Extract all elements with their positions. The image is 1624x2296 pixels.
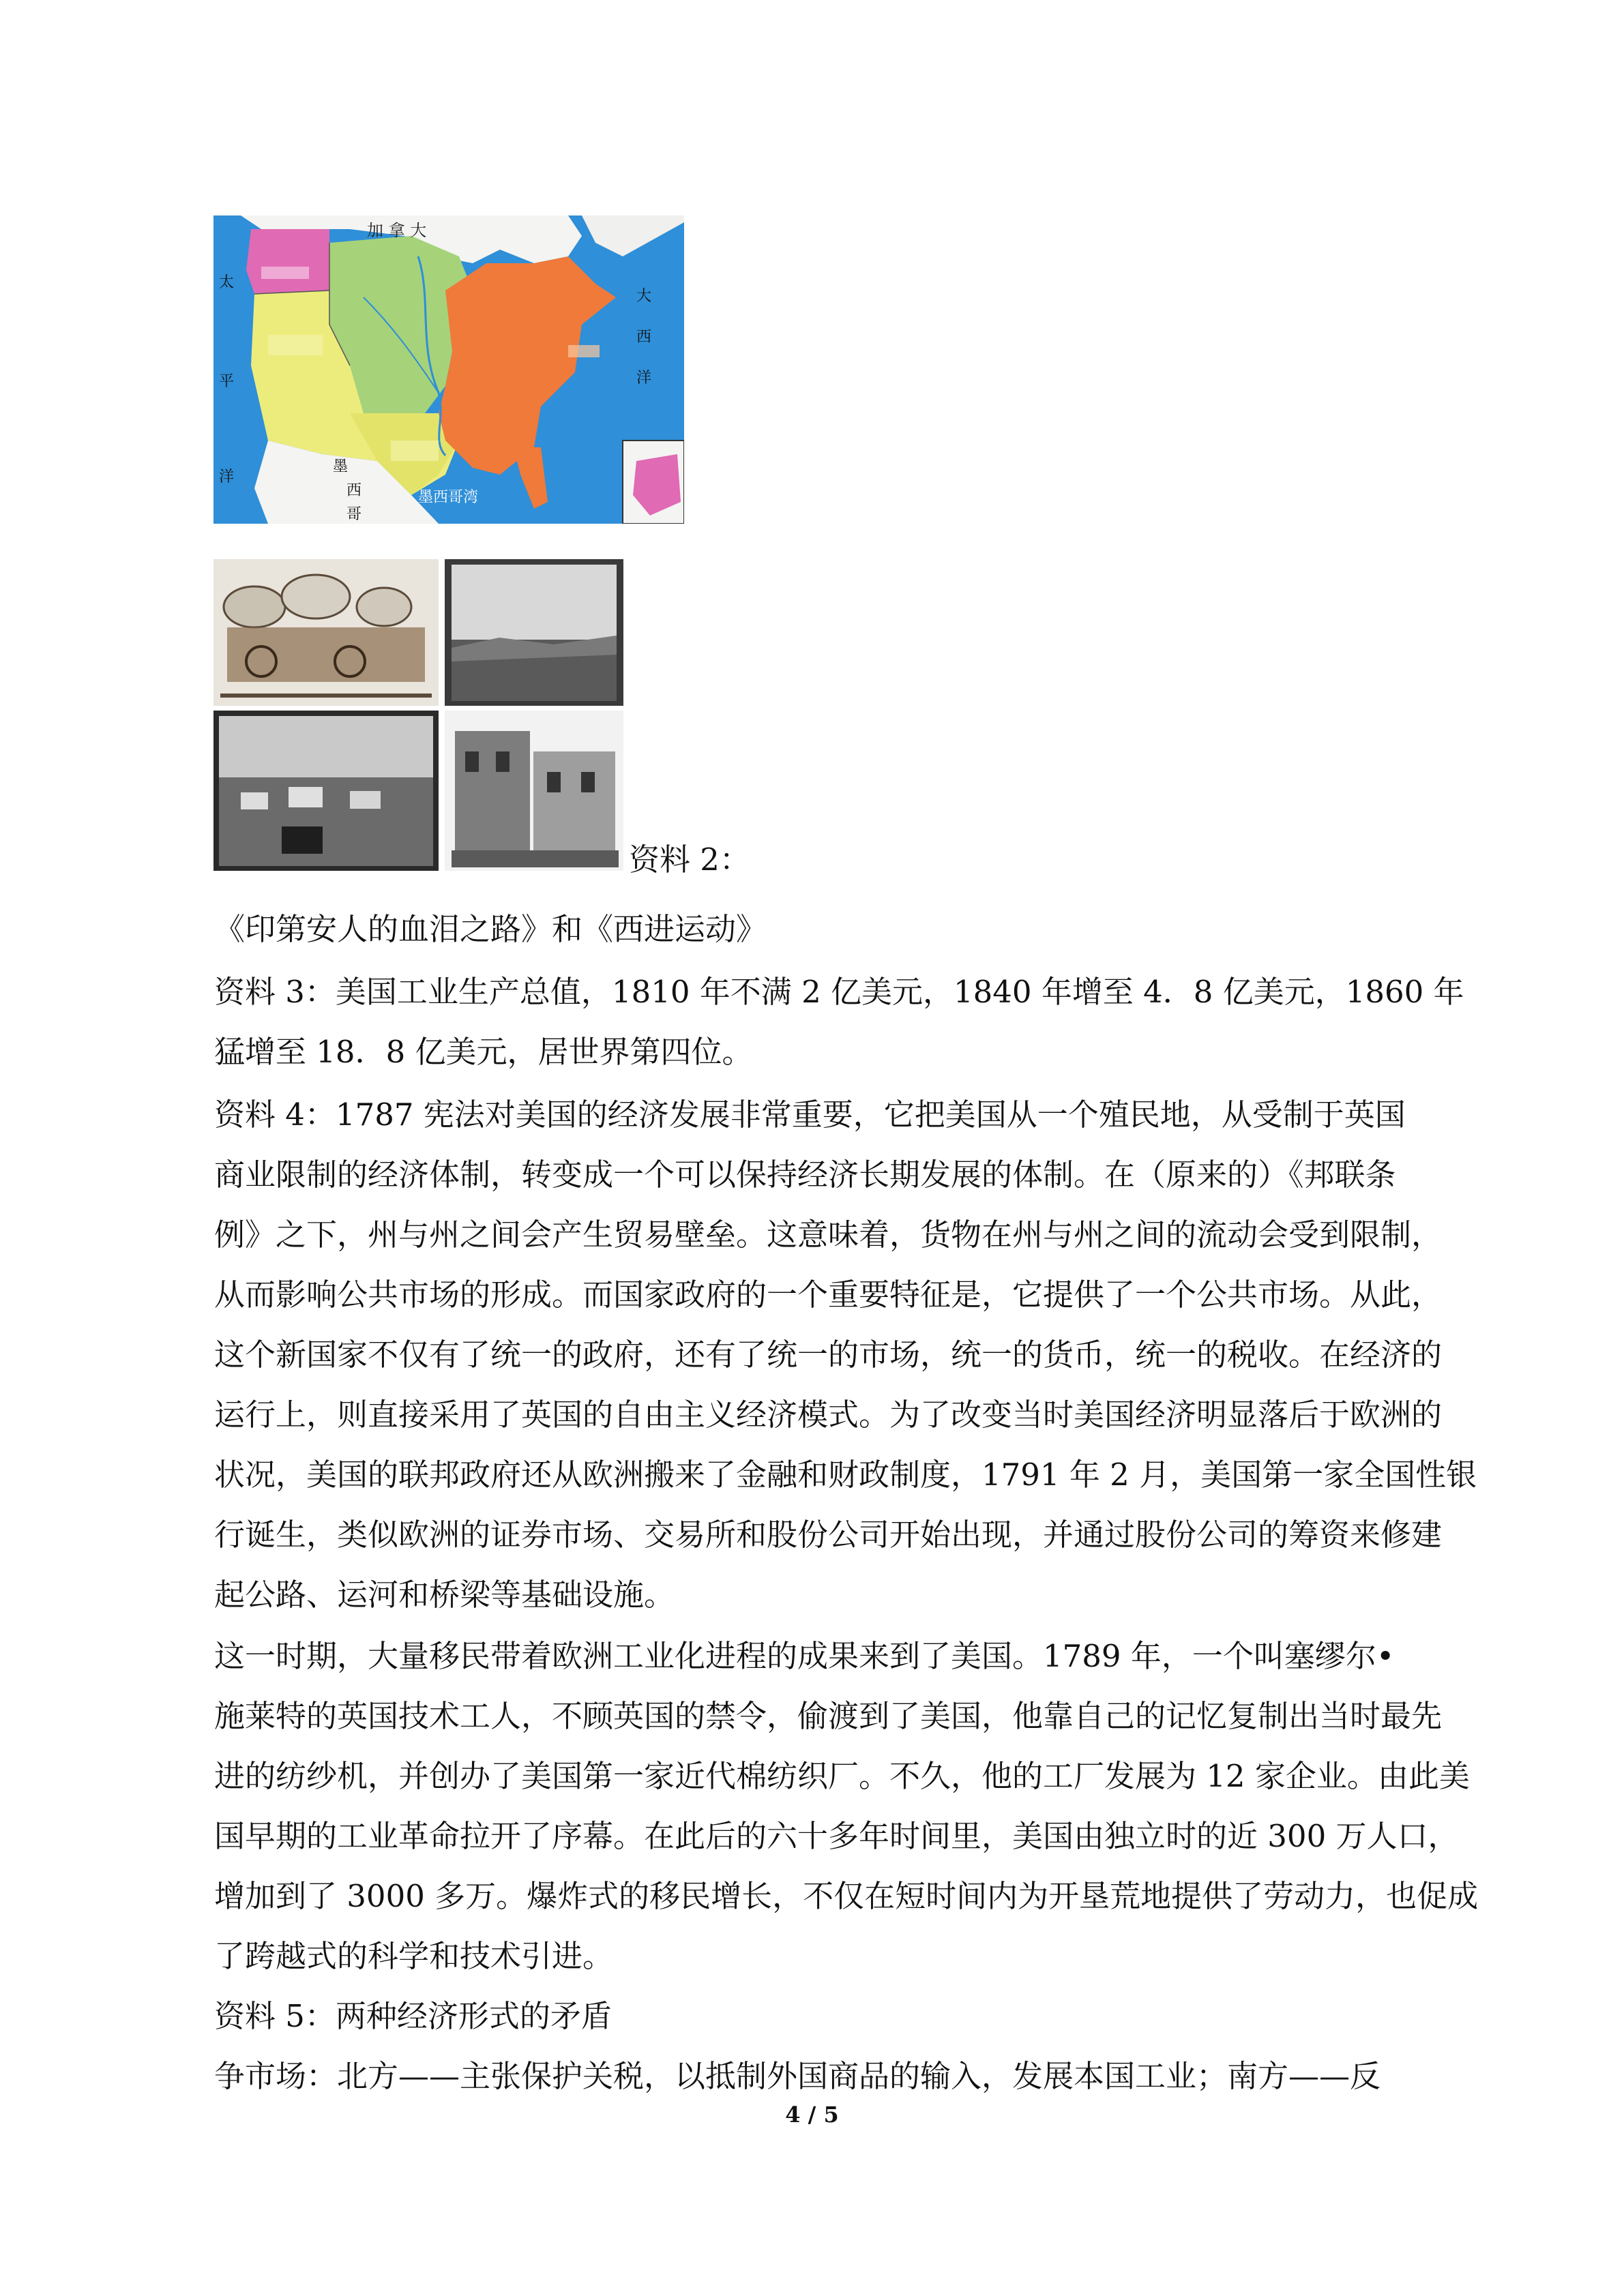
map-label-mexico-1: 墨 [333, 458, 349, 475]
photo-frontier-town [445, 711, 623, 871]
material-2-caption: 资料 2： [629, 841, 750, 878]
map-label-atlantic-2: 西 [636, 329, 652, 346]
text-line-17: 增加到了 3000 多万。爆炸式的移民增长，不仅在短时间内为开垦荒地提供了劳动力，也促成 [214, 1878, 1479, 1914]
text-line-10: 状况，美国的联邦政府还从欧洲搬来了金融和财政制度，1791 年 2 月，美国第一家全国性银 [214, 1457, 1477, 1493]
text-line-11: 行诞生，类似欧洲的证券市场、交易所和股份公司开始出现，并通过股份公司的筹资来修建 [214, 1517, 1443, 1553]
trail-landscape-graphic [445, 559, 623, 706]
text-line-13: 这一时期，大量移民带着欧洲工业化进程的成果来到了美国。1789 年，一个叫塞缪尔• [214, 1638, 1395, 1674]
page-number: 4 / 5 [785, 2102, 839, 2128]
text-line-19: 资料 5：两种经济形式的矛盾 [214, 1998, 612, 2034]
text-line-16: 国早期的工业革命拉开了序幕。在此后的六十多年时间里，美国由独立时的近 300 万人口， [214, 1818, 1459, 1854]
map-label-canada: 加 拿 大 [367, 221, 427, 240]
text-line-9: 运行上，则直接采用了英国的自由主义经济模式。为了改变当时美国经济明显落后于欧洲的 [214, 1397, 1443, 1433]
map-label-mexico-3: 哥 [346, 506, 362, 523]
wagon-painting-graphic [213, 559, 439, 706]
photo-wagon-painting [213, 559, 439, 706]
photo-trail-landscape [445, 559, 623, 706]
text-line-14: 施莱特的英国技术工人，不顾英国的禁令，偷渡到了美国，他靠自己的记忆复制出当时最先 [214, 1698, 1443, 1734]
map-label-gulf: 墨西哥湾 [418, 489, 479, 506]
text-line-1: 《印第安人的血泪之路》和《西进运动》 [214, 911, 767, 947]
map-label-mexico-2: 西 [346, 482, 362, 499]
text-line-18: 了跨越式的科学和技术引进。 [214, 1938, 614, 1974]
us-expansion-map-graphic [213, 215, 684, 524]
text-line-5: 商业限制的经济体制，转变成一个可以保持经济长期发展的体制。在（原来的）《邦联条 [214, 1157, 1396, 1193]
text-line-4: 资料 4：1787 宪法对美国的经济发展非常重要，它把美国从一个殖民地，从受制于英国 [214, 1097, 1406, 1133]
map-label-pacific-2: 平 [219, 373, 235, 390]
map-label-atlantic-1: 大 [636, 288, 652, 305]
text-line-7: 从而影响公共市场的形成。而国家政府的一个重要特征是，它提供了一个公共市场。从此， [214, 1277, 1443, 1313]
text-line-12: 起公路、运河和桥梁等基础设施。 [214, 1577, 675, 1613]
map-label-pacific-1: 太 [219, 274, 235, 291]
map-label-atlantic-3: 洋 [636, 370, 652, 387]
text-line-3: 猛增至 18．8 亿美元，居世界第四位。 [214, 1034, 753, 1070]
text-line-6: 例》之下，州与州之间会产生贸易壁垒。这意味着，货物在州与州之间的流动会受到限制， [214, 1217, 1443, 1253]
prairie-wagons-graphic [213, 711, 439, 871]
historical-map [213, 215, 684, 524]
text-line-2: 资料 3：美国工业生产总值，1810 年不满 2 亿美元，1840 年增至 4．8 亿美元，1860 年 [214, 974, 1464, 1010]
text-line-20: 争市场：北方——主张保护关税，以抵制外国商品的输入，发展本国工业；南方——反 [214, 2058, 1381, 2094]
photo-prairie-wagons [213, 711, 439, 871]
frontier-town-graphic [445, 711, 623, 871]
map-label-pacific-3: 洋 [219, 468, 235, 486]
text-line-8: 这个新国家不仅有了统一的政府，还有了统一的市场，统一的货币，统一的税收。在经济的 [214, 1337, 1443, 1373]
text-line-15: 进的纺纱机，并创办了美国第一家近代棉纺织厂。不久，他的工厂发展为 12 家企业。由此美 [214, 1758, 1470, 1794]
